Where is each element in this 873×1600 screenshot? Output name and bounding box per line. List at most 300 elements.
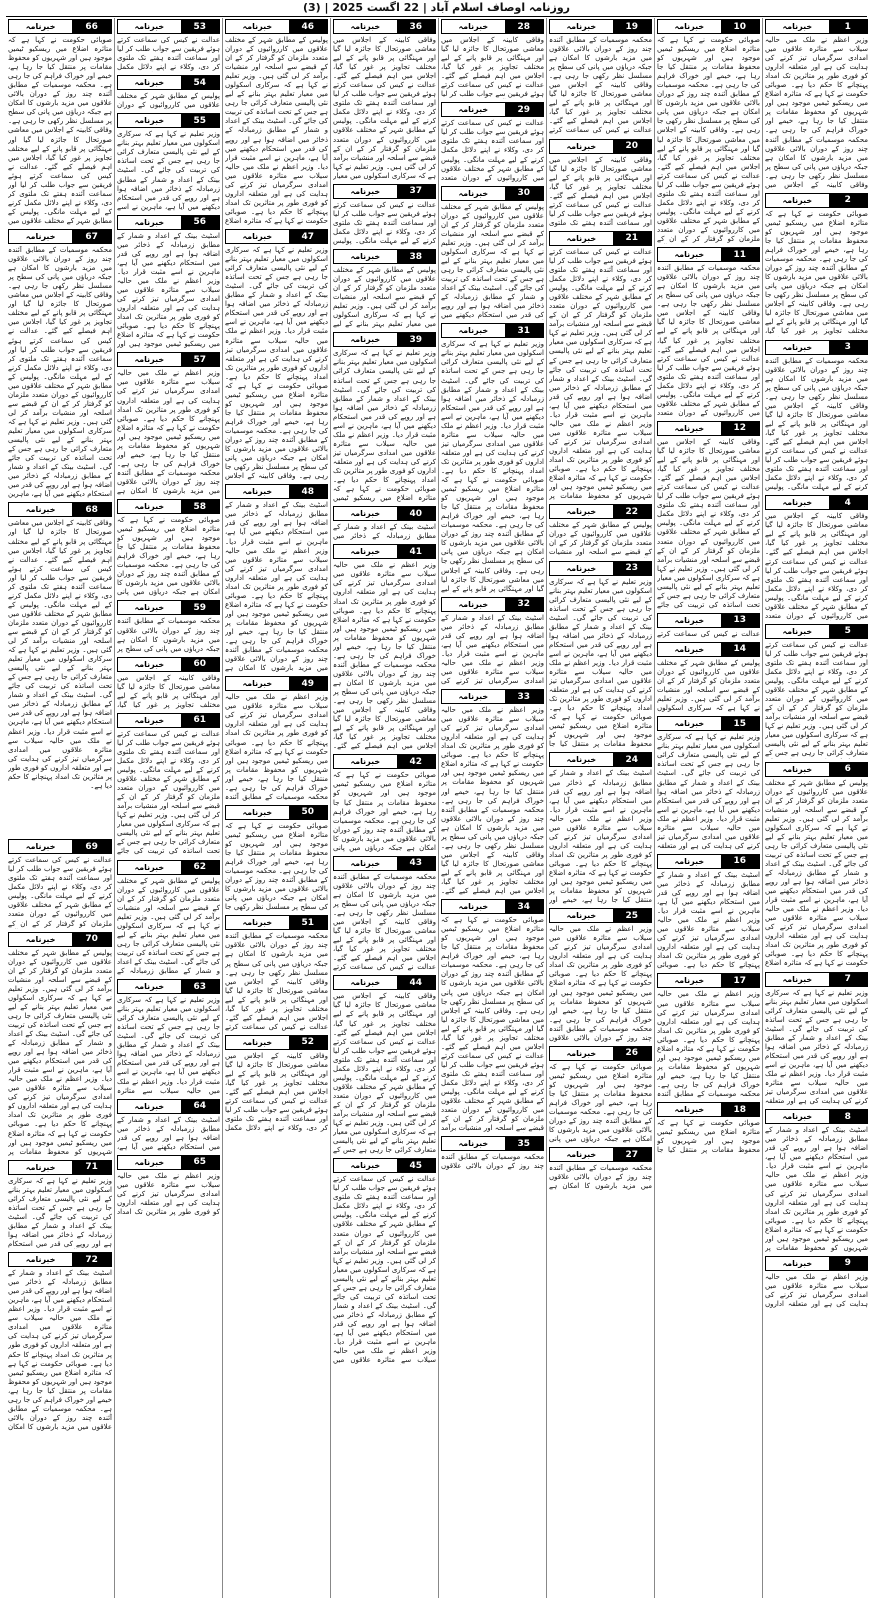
news-item-body: پولیس کے مطابق شہر کے مختلف علاقوں میں کارروائیوں کے دوران متعدد ملزمان کو گرفتار کر کے ان کے قبضے سے اسلحہ اور منشیات برآمد کر لی گئی ہیں۔ وزیر تعلیم نے کہا ہے کہ سرکاری اسکولوں میں معیار تعلیم بہتر بنانے کے لیے نئی پالیسی متعارف کرائی جا رہی ہے جس کے تحت اساتذہ کی تربیت کی جائے گی۔ اسٹیٹ بینک کے اعداد و شمار کے مطابق زرمبادلہ کے ذخائر میں اضافہ ہوا ہے اور روپے کی قدر میں استحکام دیکھنے میں آیا ہے، ماہرین نے اسے مثبت قرار دیا۔ وزیر اعظم نے ملک میں حالیہ سیلاب سے متاثرہ علاقوں میں امدادی سرگرمیاں تیز کرنے کی ہدایت کی ہے اور متعلقہ اداروں کو فوری طور پر متاثرین تک امداد پہنچانے کا حکم دیا ہے۔ صوبائی حکومت نے کہا ہے کہ متاثرہ اضلاع xyxy=(765,778,868,968)
news-item-number: 9 xyxy=(829,1257,867,1270)
news-item-header xyxy=(657,613,760,628)
news-item-header xyxy=(657,716,760,731)
news-item-body: وزیر تعلیم نے کہا ہے کہ سرکاری اسکولوں میں معیار تعلیم بہتر بنانے کے لیے نئی پالیسی متعارف کرائی جا رہی ہے جس کے تحت اساتذہ کی تربیت کی جائے گی۔ اسٹیٹ بینک کے اعداد و شمار کے مطابق زرمبادلہ کے ذخائر میں اضافہ ہوا ہے اور روپے کی قدر میں استحکام دیکھنے میں آیا ہے، ماہرین نے اسے مثبت قرار دیا۔ وزیر اعظم نے ملک میں حالیہ سیلاب سے متاثرہ علاقوں میں امدادی سرگرمیاں تیز کرنے کی ہدایت کی ہے اور متعلقہ اداروں کو فوری طور پر متاثرین تک امداد پہنچانے کا حکم دیا ہے۔ صوبائی حکومت نے کہا ہے کہ متاثرہ اضلاع میں ریسکیو ٹیمیں موجود ہیں اور شہریوں کو محفوظ مقامات پر منتقل کیا جا رہا ہے، خیمے اور خوراک فراہم کی جا رہی ہے۔ محکمہ موسمیات کے مطابق آئندہ چند روز کے دوران بالائی علاقوں میں مزید بارشوں کا امکان ہے جبکہ دریاؤں میں پانی کی سطح پر مسلسل نظر رکھی جا رہی ہے۔ وفاقی کابینہ کے اجلاس xyxy=(225,246,328,481)
news-item xyxy=(333,754,436,852)
news-item-header xyxy=(549,752,652,767)
news-item-header xyxy=(549,139,652,154)
news-item-number: 18 xyxy=(721,1103,759,1116)
news-item xyxy=(657,716,760,851)
news-item-number: 4 xyxy=(829,496,867,509)
news-item-label: خبرنامہ xyxy=(766,625,829,638)
news-item-header xyxy=(657,973,760,988)
news-item-header xyxy=(225,484,328,499)
news-item-body: پولیس کے مطابق شہر کے مختلف علاقوں میں کارروائیوں کے دوران متعدد ملزمان کو گرفتار کر کے ان کے قبضے سے اسلحہ اور منشیات برآمد کر لی گئی ہیں۔ وزیر تعلیم نے کہا ہے کہ سرکاری اسکولوں میں معیار تعلیم بہتر بنانے کے لیے نئی پالیسی متعارف کرائی جا رہی ہے جس کے تحت اساتذہ کی تربیت کی جائے گی۔ اسٹیٹ بینک کے اعداد و شمار کے مطابق زرمبادلہ کے xyxy=(117,876,220,976)
news-item-label: خبرنامہ xyxy=(118,601,181,614)
news-item xyxy=(441,323,544,593)
news-item-number: 24 xyxy=(613,753,651,766)
news-item-label: خبرنامہ xyxy=(550,1148,613,1161)
news-item-header xyxy=(441,323,544,338)
news-item-header xyxy=(657,19,760,34)
news-column xyxy=(330,18,438,1598)
news-item-number: 72 xyxy=(72,1253,111,1266)
news-item-body: وزیر اعظم نے ملک میں حالیہ سیلاب سے متاثرہ علاقوں میں امدادی سرگرمیاں تیز کرنے کی ہدایت کی ہے اور متعلقہ اداروں xyxy=(765,1272,868,1309)
news-item-label: خبرنامہ xyxy=(658,20,721,33)
news-item-label: خبرنامہ xyxy=(334,857,397,870)
news-item-body: وزیر اعظم نے ملک میں حالیہ سیلاب سے متاثرہ علاقوں میں امدادی سرگرمیاں تیز کرنے کی ہدایت کی ہے اور متعلقہ اداروں کو فوری طور پر متاثرین تک امداد xyxy=(117,1171,220,1217)
news-item xyxy=(225,805,328,913)
news-item xyxy=(8,502,112,836)
news-item-number: 46 xyxy=(289,20,327,33)
news-item-number: 22 xyxy=(613,505,651,518)
news-item xyxy=(333,975,436,1155)
news-item-header xyxy=(333,975,436,990)
news-item-header xyxy=(765,495,868,510)
news-item-label: خبرنامہ xyxy=(334,976,397,989)
news-item-body: محکمہ موسمیات کے مطابق آئندہ چند روز کے دوران بالائی علاقوں میں مزید بارشوں کا امکان ہے جبکہ دریاؤں میں پانی کی سطح پر مسلسل نظر رکھی جا رہی ہے۔ وفاقی کابینہ کے اجلاس میں معاشی صورتحال کا جائزہ لیا گیا اور مہنگائی پر قابو پانے کے لیے مختلف تجاویز پر غور کیا گیا، اجلاس میں اہم فیصلے کیے گئے۔ عدالت نے کیس کی سماعت کرتے ہوئے فریقین سے جواب طلب کر لیا اور سماعت آئندہ ہفتے تک ملتوی کر دی، وکلاء نے اپنے دلائل مکمل کرنے کے لیے مہلت مانگی۔ پولیس xyxy=(765,356,868,492)
news-item-number: 65 xyxy=(181,1156,219,1169)
news-item-header xyxy=(225,19,328,34)
news-item-body: وزیر اعظم نے ملک میں حالیہ سیلاب سے متاثرہ علاقوں میں امدادی سرگرمیاں تیز کرنے کی ہدایت کی ہے اور متعلقہ اداروں کو فوری طور پر متاثرین تک امداد پہنچانے کا حکم دیا ہے۔ صوبائی حکومت نے کہا ہے کہ متاثرہ اضلاع میں ریسکیو ٹیمیں موجود ہیں اور شہریوں کو محفوظ مقامات پر منتقل کیا جا رہا ہے، خیمے اور خوراک فراہم کی جا رہی ہے۔ محکمہ موسمیات کے مطابق آئندہ چند روز کے دوران بالائی علاقوں میں مزید بارشوں کا امکان ہے جبکہ دریاؤں میں پانی کی سطح پر مسلسل نظر رکھی جا رہی ہے۔ وفاقی کابینہ کے اجلاس میں معاشی صورتحال کا جائزہ لیا گیا اور مہنگائی پر قابو پانے کے لیے مختلف تجاویز پر غور کیا گیا، اجلاس میں اہم فیصلے کیے گئے۔ xyxy=(333,561,436,751)
news-item xyxy=(549,1046,652,1144)
news-item-body: وزیر تعلیم نے کہا ہے کہ سرکاری اسکولوں میں معیار تعلیم بہتر بنانے کے لیے نئی پالیسی متعارف کرائی جا رہی ہے جس کے تحت اساتذہ کی تربیت کی جائے گی۔ اسٹیٹ بینک کے اعداد و شمار کے مطابق زرمبادلہ کے ذخائر میں اضافہ ہوا ہے اور روپے کی قدر میں استحکام دیکھنے میں آیا ہے، ماہرین نے اسے مثبت قرار دیا۔ وزیر اعظم نے ملک میں حالیہ سیلاب سے متاثرہ علاقوں میں امدادی سرگرمیاں تیز کرنے کی ہدایت کی ہے اور متعلقہ xyxy=(765,988,868,1106)
news-item xyxy=(441,597,544,686)
news-item-number: 64 xyxy=(181,1100,219,1113)
news-item-body: وزیر تعلیم نے کہا ہے کہ سرکاری اسکولوں میں معیار تعلیم بہتر بنانے کے لیے نئی پالیسی متعارف کرائی جا رہی ہے جس کے تحت اساتذہ کی تربیت کی جائے گی۔ اسٹیٹ بینک کے اعداد و شمار کے مطابق زرمبادلہ کے ذخائر میں اضافہ ہوا ہے اور روپے کی قدر میں استحکام دیکھنے میں آیا ہے، ماہرین نے اسے مثبت قرار دیا۔ وزیر اعظم نے ملک میں حالیہ سیلاب سے متاثرہ xyxy=(117,996,220,1095)
news-item-number: 55 xyxy=(181,114,219,127)
news-columns xyxy=(4,18,870,1598)
news-item xyxy=(225,676,328,802)
news-item-body: اسٹیٹ بینک کے اعداد و شمار کے مطابق زرمبادلہ کے ذخائر میں اضافہ ہوا ہے اور روپے کی قدر میں استحکام دیکھنے میں آیا ہے، ماہرین نے اسے مثبت قرار دیا۔ وزیر اعظم نے ملک میں حالیہ سیلاب سے متاثرہ علاقوں میں امدادی سرگرمیاں تیز کرنے کی ہدایت کی ہے اور متعلقہ اداروں کو فوری طور پر متاثرین تک امداد پہنچانے کا حکم دیا ہے۔ صوبائی حکومت نے کہا ہے کہ متاثرہ اضلاع میں ریسکیو ٹیمیں موجود ہیں اور شہریوں کو محفوظ مقامات پر منتقل کیا جا رہا ہے، خیمے اور خوراک فراہم کی جا رہی ہے۔ محکمہ موسمیات کے مطابق آئندہ چند روز کے دوران بالائی علاقوں میں مزید بارشوں کا امکان xyxy=(8,1269,112,1431)
news-item-label: خبرنامہ xyxy=(766,1257,829,1270)
news-item-number: 39 xyxy=(397,333,435,346)
news-item-number: 10 xyxy=(721,20,759,33)
news-item-label: خبرنامہ xyxy=(658,643,721,656)
news-item-body: وفاقی کابینہ کے اجلاس میں معاشی صورتحال کا جائزہ لیا گیا اور مہنگائی پر قابو پانے کے لیے مختلف تجاویز پر غور کیا گیا، اجلاس میں اہم فیصلے کیے گئے۔ عدالت نے کیس کی سماعت کرتے ہوئے فریقین سے جواب طلب کر لیا اور سماعت آئندہ ہفتے تک ملتوی کر دی، وکلاء نے اپنے دلائل مکمل کرنے کے لیے مہلت مانگی۔ پولیس کے مطابق شہر کے مختلف علاقوں میں کارروائیوں کے دوران متعدد ملزمان کو گرفتار کر کے ان کے قبضے سے اسلحہ اور منشیات برآمد کر لی گئی ہیں۔ وزیر تعلیم نے کہا ہے کہ سرکاری اسکولوں میں معیار تعلیم بہتر بنانے کے لیے نئی پالیسی متعارف کرائی جا رہی ہے جس کے xyxy=(333,992,436,1155)
news-item-header xyxy=(117,75,220,90)
news-item-number: 62 xyxy=(181,861,219,874)
news-item-number: 35 xyxy=(505,1137,543,1150)
news-item-header xyxy=(657,1102,760,1117)
news-item-number: 38 xyxy=(397,250,435,263)
news-item-number: 3 xyxy=(829,341,867,354)
news-item-label: خبرنامہ xyxy=(658,1103,721,1116)
news-item-number: 52 xyxy=(289,1036,327,1049)
news-item-label: خبرنامہ xyxy=(118,1156,181,1169)
news-item xyxy=(441,899,544,1133)
news-item xyxy=(117,19,220,72)
news-item xyxy=(657,19,760,244)
news-item-body: محکمہ موسمیات کے مطابق آئندہ چند روز کے دوران بالائی علاقوں میں مزید بارشوں کا امکان ہے xyxy=(549,1164,652,1191)
news-item xyxy=(117,600,220,653)
news-item-number: 49 xyxy=(289,677,327,690)
news-item-number: 33 xyxy=(505,690,543,703)
news-item-header xyxy=(225,676,328,691)
news-item-body: وفاقی کابینہ کے اجلاس میں معاشی صورتحال کا جائزہ لیا گیا اور مہنگائی پر قابو پانے کے لیے مختلف تجاویز پر غور کیا گیا، اجلاس میں اہم فیصلے کیے گئے۔ عدالت نے کیس کی سماعت کرتے ہوئے فریقین سے جواب طلب کر لیا xyxy=(441,36,544,99)
news-item-header xyxy=(441,19,544,34)
news-item xyxy=(8,932,112,1157)
news-item-number: 13 xyxy=(721,614,759,627)
news-item-label: خبرنامہ xyxy=(766,194,829,207)
news-item-body: صوبائی حکومت نے کہا ہے کہ متاثرہ اضلاع میں ریسکیو ٹیمیں موجود ہیں اور شہریوں کو محفوظ مقامات پر منتقل کیا جا رہا ہے، خیمے اور خوراک فراہم کی جا رہی ہے۔ محکمہ موسمیات کے مطابق آئندہ چند روز کے دوران بالائی علاقوں میں مزید بارشوں کا امکان ہے جبکہ دریاؤں میں پانی کی سطح پر مسلسل نظر رکھی جا رہی ہے۔ وفاقی کابینہ کے اجلاس میں معاشی صورتحال کا جائزہ لیا گیا اور مہنگائی پر قابو پانے کے لیے مختلف تجاویز پر غور کیا گیا، اجلاس میں اہم فیصلے کیے گئے۔ عدالت نے کیس کی سماعت کرتے ہوئے فریقین سے جواب طلب کر لیا اور سماعت آئندہ ہفتے تک ملتوی کر دی، وکلاء نے اپنے دلائل مکمل کرنے کے لیے مہلت مانگی۔ پولیس کے مطابق شہر کے مختلف علاقوں میں xyxy=(8,36,112,225)
news-item-label: خبرنامہ xyxy=(442,1137,505,1150)
news-item-label: خبرنامہ xyxy=(550,1047,613,1060)
news-item-label: خبرنامہ xyxy=(118,500,181,513)
news-item-label: خبرنامہ xyxy=(9,503,72,516)
news-item-label: خبرنامہ xyxy=(334,507,397,520)
news-item-label: خبرنامہ xyxy=(658,248,721,261)
news-item-header xyxy=(333,332,436,347)
news-item-number: 27 xyxy=(613,1148,651,1161)
news-item-number: 50 xyxy=(289,806,327,819)
news-item xyxy=(225,19,328,226)
news-item-label: خبرنامہ xyxy=(118,658,181,671)
news-item xyxy=(117,499,220,597)
masthead-rule xyxy=(6,16,867,17)
news-item-body: اسٹیٹ بینک کے اعداد و شمار کے مطابق زرمبادلہ کے ذخائر میں اضافہ ہوا ہے اور روپے کی قدر میں استحکام دیکھنے میں آیا ہے، ماہرین نے اسے مثبت قرار دیا۔ وزیر اعظم نے ملک میں حالیہ سیلاب سے متاثرہ علاقوں میں امدادی سرگرمیاں تیز کرنے کی ہدایت کی ہے اور متعلقہ اداروں کو فوری طور پر متاثرین تک امداد پہنچانے کا حکم دیا ہے۔ صوبائی حکومت نے کہا ہے کہ متاثرہ اضلاع میں ریسکیو ٹیمیں موجود ہیں اور xyxy=(117,231,220,349)
news-item-body: پولیس کے مطابق شہر کے مختلف علاقوں میں کارروائیوں کے دوران متعدد ملزمان کو گرفتار کر کے ان کے قبضے سے اسلحہ اور منشیات برآمد کر لی گئی ہیں۔ وزیر تعلیم نے کہا ہے کہ سرکاری اسکولوں میں معیار تعلیم بہتر بنانے کے لیے نئی پالیسی متعارف کرائی جا رہی ہے جس کے تحت اساتذہ کی تربیت کی جائے گی۔ اسٹیٹ بینک کے اعداد و شمار کے مطابق زرمبادلہ کے ذخائر میں اضافہ ہوا ہے اور روپے کی قدر میں استحکام دیکھنے میں آیا ہے، ماہرین نے اسے مثبت قرار دیا۔ وزیر اعظم نے ملک میں حالیہ سیلاب سے متاثرہ علاقوں میں امدادی سرگرمیاں تیز کرنے کی ہدایت کی ہے اور متعلقہ اداروں کو فوری طور پر متاثرین تک امداد پہنچانے کا حکم دیا ہے۔ صوبائی حکومت نے کہا ہے کہ متاثرہ اضلاع xyxy=(225,36,328,225)
news-item xyxy=(117,979,220,1096)
news-item-label: خبرنامہ xyxy=(9,1161,72,1174)
news-item-label: خبرنامہ xyxy=(226,485,289,498)
news-item-header xyxy=(333,19,436,34)
news-item-header xyxy=(333,184,436,199)
news-item-body: عدالت نے کیس کی سماعت کرتے ہوئے فریقین سے جواب طلب کر لیا اور سماعت آئندہ ہفتے تک ملتوی کر دی، وکلاء نے اپنے دلائل مکمل کرنے کے لیے مہلت مانگی۔ پولیس کے مطابق شہر کے مختلف علاقوں میں کارروائیوں کے دوران متعدد ملزمان کو گرفتار کر کے ان کے قبضے سے اسلحہ اور منشیات برآمد کر لی گئی ہیں۔ وزیر تعلیم نے کہا ہے کہ سرکاری اسکولوں میں معیار تعلیم بہتر بنانے کے لیے نئی پالیسی متعارف کرائی جا رہی ہے جس کے تحت اساتذہ کی تربیت کی جائے xyxy=(117,729,220,856)
news-item-label: خبرنامہ xyxy=(550,140,613,153)
news-item-header xyxy=(441,689,544,704)
news-item-label: خبرنامہ xyxy=(766,496,829,509)
news-item xyxy=(333,856,436,973)
news-item-label: خبرنامہ xyxy=(658,974,721,987)
news-item-number: 63 xyxy=(181,980,219,993)
news-item-body: وفاقی کابینہ کے اجلاس میں معاشی صورتحال کا جائزہ لیا گیا اور مہنگائی پر قابو پانے کے لیے مختلف تجاویز پر غور کیا گیا، اجلاس میں اہم فیصلے کیے گئے۔ عدالت نے کیس کی سماعت کرتے ہوئے فریقین سے جواب طلب کر لیا اور سماعت آئندہ ہفتے تک ملتوی کر دی، وکلاء نے اپنے دلائل مکمل کرنے کے لیے مہلت مانگی۔ پولیس کے مطابق شہر کے مختلف علاقوں میں کارروائیوں کے دوران متعدد ملزمان کو گرفتار کر کے ان کے قبضے سے اسلحہ اور منشیات برآمد کر لی گئی ہیں۔ وزیر تعلیم نے کہا ہے کہ سرکاری اسکولوں میں معیار xyxy=(333,36,436,180)
news-item-number: 11 xyxy=(721,248,759,261)
news-item xyxy=(117,1155,220,1217)
news-item-header xyxy=(117,657,220,672)
news-item-body: اسٹیٹ بینک کے اعداد و شمار کے مطابق زرمبادلہ کے ذخائر میں اضافہ ہوا ہے اور روپے کی قدر میں استحکام دیکھنے میں آیا ہے، ماہرین نے اسے مثبت قرار دیا۔ وزیر اعظم نے ملک میں حالیہ سیلاب سے متاثرہ علاقوں میں امدادی سرگرمیاں تیز کرنے کی ہدایت کی ہے اور متعلقہ اداروں کو فوری طور پر متاثرین تک امداد پہنچانے کا حکم دیا ہے۔ صوبائی xyxy=(657,870,760,970)
news-item-body: وفاقی کابینہ کے اجلاس میں معاشی صورتحال کا جائزہ لیا گیا اور مہنگائی پر قابو پانے کے لیے مختلف تجاویز پر غور کیا گیا، اجلاس میں اہم فیصلے کیے گئے۔ عدالت نے کیس کی سماعت کرتے ہوئے فریقین سے جواب طلب کر لیا اور سماعت آئندہ ہفتے تک ملتوی xyxy=(549,155,652,227)
news-item-number: 14 xyxy=(721,643,759,656)
news-item-body: صوبائی حکومت نے کہا ہے کہ متاثرہ اضلاع میں ریسکیو ٹیمیں موجود ہیں اور شہریوں کو محفوظ مقامات پر منتقل کیا جا رہا ہے، خیمے اور خوراک فراہم کی جا رہی ہے۔ محکمہ موسمیات کے مطابق آئندہ چند روز کے دوران بالائی علاقوں میں مزید بارشوں کا امکان ہے جبکہ دریاؤں میں پانی کی سطح پر مسلسل نظر رکھی جا رہی ہے۔ وفاقی کابینہ کے اجلاس میں معاشی صورتحال کا جائزہ لیا گیا اور مہنگائی پر قابو پانے کے لیے مختلف تجاویز پر غور کیا گیا، xyxy=(765,209,868,336)
news-item-header xyxy=(549,1046,652,1061)
news-item xyxy=(765,495,868,621)
news-item-body: وفاقی کابینہ کے اجلاس میں معاشی صورتحال کا جائزہ لیا گیا اور مہنگائی پر قابو پانے کے لیے مختلف تجاویز پر غور کیا گیا، اجلاس میں اہم فیصلے کیے گئے۔ عدالت نے کیس کی سماعت کرتے ہوئے فریقین سے جواب طلب کر لیا اور سماعت آئندہ ہفتے تک ملتوی کر دی، وکلاء نے اپنے دلائل مکمل xyxy=(225,1051,328,1133)
news-item xyxy=(117,657,220,710)
news-item-body: وزیر تعلیم نے کہا ہے کہ سرکاری اسکولوں میں معیار تعلیم بہتر بنانے کے لیے نئی پالیسی متعارف کرائی جا رہی ہے جس کے تحت اساتذہ کی تربیت کی جائے گی۔ اسٹیٹ بینک کے اعداد و شمار کے مطابق زرمبادلہ کے ذخائر میں اضافہ ہوا ہے اور روپے کی قدر میں استحکام دیکھنے میں آیا ہے، ماہرین نے اسے xyxy=(117,130,220,211)
news-item-number: 68 xyxy=(72,503,111,516)
news-item-body: صوبائی حکومت نے کہا ہے کہ متاثرہ اضلاع میں ریسکیو ٹیمیں موجود ہیں اور شہریوں کو محفوظ مقامات پر منتقل کیا جا رہا ہے، خیمے اور خوراک فراہم کی جا رہی ہے۔ محکمہ موسمیات کے مطابق آئندہ چند روز کے دوران بالائی علاقوں میں مزید بارشوں کا امکان ہے جبکہ دریاؤں میں پانی xyxy=(333,771,436,852)
news-item-header xyxy=(549,231,652,246)
news-item-header xyxy=(765,1109,868,1124)
news-item-body: وفاقی کابینہ کے اجلاس میں معاشی صورتحال کا جائزہ لیا گیا اور مہنگائی پر قابو پانے کے لیے مختلف تجاویز پر غور کیا گیا، اجلاس میں اہم فیصلے کیے گئے۔ عدالت نے کیس کی سماعت کرتے ہوئے فریقین سے جواب طلب کر لیا اور سماعت آئندہ ہفتے تک ملتوی کر دی، وکلاء نے اپنے دلائل مکمل کرنے کے لیے مہلت مانگی۔ پولیس کے مطابق شہر کے مختلف علاقوں میں کارروائیوں کے دوران متعدد ملزمان کو گرفتار کر کے ان کے قبضے سے اسلحہ اور منشیات برآمد کر لی گئی ہیں۔ وزیر تعلیم نے کہا ہے کہ سرکاری اسکولوں میں معیار تعلیم بہتر بنانے کے لیے نئی پالیسی متعارف کرائی جا رہی ہے جس کے تحت اساتذہ کی تربیت کی جائے xyxy=(657,437,760,609)
news-item-body: وزیر تعلیم نے کہا ہے کہ سرکاری اسکولوں میں معیار تعلیم بہتر بنانے کے لیے نئی پالیسی متعارف کرائی جا رہی ہے جس کے تحت اساتذہ کی تربیت کی جائے گی۔ اسٹیٹ بینک کے اعداد و شمار کے مطابق زرمبادلہ کے ذخائر میں اضافہ ہوا ہے اور روپے کی قدر میں استحکام xyxy=(8,1176,112,1249)
news-item-number: 1 xyxy=(829,20,867,33)
news-item xyxy=(441,102,544,182)
news-item-header xyxy=(657,854,760,869)
news-item-body: صوبائی حکومت نے کہا ہے کہ متاثرہ اضلاع میں ریسکیو ٹیمیں موجود ہیں اور شہریوں کو محفوظ مقامات پر منتقل کیا جا رہا ہے، خیمے اور خوراک فراہم کی جا رہی ہے۔ محکمہ موسمیات کے مطابق آئندہ چند روز کے دوران بالائی علاقوں میں مزید بارشوں کا امکان ہے جبکہ دریاؤں میں پانی کی سطح پر مسلسل نظر رکھی جا xyxy=(225,821,328,912)
news-item-header xyxy=(333,1158,436,1173)
news-item-label: خبرنامہ xyxy=(766,973,829,986)
news-item-body: عدالت نے کیس کی سماعت کرتے ہوئے فریقین سے جواب طلب کر لیا اور سماعت آئندہ ہفتے تک ملتوی کر دی، وکلاء نے اپنے دلائل مکمل کرنے کے لیے مہلت مانگی۔ پولیس کے مطابق شہر کے مختلف علاقوں میں کارروائیوں کے دوران متعدد ملزمان کو گرفتار کر کے ان کے xyxy=(8,856,112,928)
news-item-header xyxy=(765,762,868,777)
news-item-label: خبرنامہ xyxy=(118,980,181,993)
news-item-number: 48 xyxy=(289,485,327,498)
news-item-body: وزیر تعلیم نے کہا ہے کہ سرکاری اسکولوں میں معیار تعلیم بہتر بنانے کے لیے نئی پالیسی متعارف کرائی جا رہی ہے جس کے تحت اساتذہ کی تربیت کی جائے گی۔ اسٹیٹ بینک کے اعداد و شمار کے مطابق زرمبادلہ کے ذخائر میں اضافہ ہوا ہے اور روپے کی قدر میں استحکام دیکھنے میں آیا ہے، ماہرین نے اسے مثبت قرار دیا۔ وزیر اعظم نے ملک میں حالیہ سیلاب سے متاثرہ علاقوں میں امدادی سرگرمیاں تیز کرنے کی ہدایت کی ہے اور متعلقہ اداروں کو فوری طور پر متاثرین تک امداد پہنچانے کا حکم دیا ہے۔ صوبائی حکومت نے کہا ہے کہ متاثرہ اضلاع میں ریسکیو ٹیمیں موجود ہیں اور شہریوں کو محفوظ مقامات پر منتقل کیا جا xyxy=(549,577,652,749)
news-item-body: وزیر تعلیم نے کہا ہے کہ سرکاری اسکولوں میں معیار تعلیم بہتر بنانے کے لیے نئی پالیسی متعارف کرائی جا رہی ہے جس کے تحت اساتذہ کی تربیت کی جائے گی۔ اسٹیٹ بینک کے اعداد و شمار کے مطابق زرمبادلہ کے ذخائر میں اضافہ ہوا ہے اور روپے کی قدر میں استحکام دیکھنے میں آیا ہے، ماہرین نے اسے مثبت قرار دیا۔ وزیر اعظم نے ملک میں حالیہ سیلاب سے متاثرہ علاقوں میں امدادی سرگرمیاں تیز کرنے کی ہدایت کی ہے اور متعلقہ اداروں کو فوری طور پر متاثرین تک امداد پہنچانے کا حکم دیا ہے۔ صوبائی حکومت نے کہا ہے کہ متاثرہ اضلاع میں ریسکیو ٹیمیں xyxy=(333,349,436,503)
news-item xyxy=(765,762,868,969)
news-item xyxy=(765,1256,868,1309)
news-item-label: خبرنامہ xyxy=(118,216,181,229)
news-item-body: وفاقی کابینہ کے اجلاس میں معاشی صورتحال کا جائزہ لیا گیا اور مہنگائی پر قابو پانے کے لیے مختلف تجاویز پر غور کیا گیا، xyxy=(117,673,220,709)
news-item-header xyxy=(117,113,220,128)
news-item xyxy=(549,504,652,557)
news-item-header xyxy=(765,19,868,34)
news-item-number: 20 xyxy=(613,140,651,153)
news-item-number: 43 xyxy=(397,857,435,870)
news-item-header xyxy=(225,805,328,820)
news-item xyxy=(657,973,760,1099)
news-item xyxy=(657,1102,760,1155)
news-column xyxy=(438,18,546,1598)
news-item-body: محکمہ موسمیات کے مطابق آئندہ چند روز کے دوران بالائی علاقوں xyxy=(441,1153,544,1171)
news-item xyxy=(333,1158,436,1365)
news-item xyxy=(765,340,868,493)
news-item-body: وزیر اعظم نے ملک میں حالیہ سیلاب سے متاثرہ علاقوں میں امدادی سرگرمیاں تیز کرنے کی ہدایت کی ہے اور متعلقہ اداروں کو فوری طور پر متاثرین تک امداد پہنچانے کا حکم دیا ہے۔ صوبائی حکومت نے کہا ہے کہ متاثرہ اضلاع میں ریسکیو ٹیمیں موجود ہیں اور شہریوں کو محفوظ مقامات پر منتقل کیا جا رہا ہے، خیمے اور خوراک فراہم کی جا رہی ہے۔ محکمہ موسمیات کے مطابق آئندہ چند روز کے دوران بالائی علاقوں میں مزید بارشوں کا امکان ہے جبکہ دریاؤں میں پانی کی سطح پر مسلسل نظر رکھی جا رہی ہے۔ وفاقی کابینہ کے اجلاس میں معاشی صورتحال کا جائزہ لیا گیا اور مہنگائی پر قابو پانے کے لیے مختلف تجاویز پر غور کیا گیا، اجلاس میں اہم فیصلے کیے گئے۔ xyxy=(441,706,544,896)
news-item-body: وفاقی کابینہ کے اجلاس میں معاشی صورتحال کا جائزہ لیا گیا اور مہنگائی پر قابو پانے کے لیے مختلف تجاویز پر غور کیا گیا، اجلاس میں اہم فیصلے کیے گئے۔ عدالت نے کیس کی سماعت کرتے ہوئے فریقین سے جواب طلب کر لیا اور سماعت آئندہ ہفتے تک ملتوی کر دی، وکلاء نے اپنے دلائل مکمل کرنے کے لیے مہلت مانگی۔ پولیس کے مطابق شہر کے مختلف علاقوں میں کارروائیوں کے دوران متعدد ملزمان کو گرفتار کر کے ان کے قبضے سے اسلحہ اور منشیات برآمد کر لی گئی ہیں۔ وزیر تعلیم نے کہا ہے کہ سرکاری اسکولوں میں معیار تعلیم بہتر بنانے کے لیے نئی پالیسی متعارف کرائی جا رہی ہے جس کے تحت اساتذہ کی تربیت کی جائے گی۔ اسٹیٹ بینک کے اعداد و شمار کے مطابق زرمبادلہ کے ذخائر میں اضافہ ہوا ہے اور روپے کی قدر میں استحکام دیکھنے میں آیا ہے، ماہرین نے اسے مثبت قرار دیا۔ وزیر اعظم نے ملک میں حالیہ سیلاب سے متاثرہ علاقوں میں امدادی سرگرمیاں تیز کرنے کی ہدایت کی ہے اور متعلقہ اداروں کو فوری طور پر متاثرین تک امداد پہنچانے کا حکم دیا ہے۔ xyxy=(8,519,112,790)
news-item-label: خبرنامہ xyxy=(226,1036,289,1049)
news-item-number: 67 xyxy=(72,230,111,243)
news-item-number: 30 xyxy=(505,187,543,200)
news-item-number: 31 xyxy=(505,324,543,337)
news-item-header xyxy=(225,915,328,930)
news-item-number: 42 xyxy=(397,755,435,768)
news-item xyxy=(8,19,112,226)
news-item xyxy=(8,1252,112,1432)
news-item-header xyxy=(117,352,220,367)
news-item-header xyxy=(549,1147,652,1162)
news-item xyxy=(765,1109,868,1253)
news-item xyxy=(8,229,112,499)
news-item xyxy=(117,352,220,496)
news-item-body: محکمہ موسمیات کے مطابق آئندہ چند روز کے دوران بالائی علاقوں میں مزید بارشوں کا امکان ہے جبکہ دریاؤں میں پانی کی سطح پر xyxy=(117,617,220,653)
news-item-body: وزیر اعظم نے ملک میں حالیہ سیلاب سے متاثرہ علاقوں میں امدادی سرگرمیاں تیز کرنے کی ہدایت کی ہے اور متعلقہ اداروں کو فوری طور پر متاثرین تک امداد پہنچانے کا حکم دیا ہے۔ صوبائی حکومت نے کہا ہے کہ متاثرہ اضلاع میں ریسکیو ٹیمیں موجود ہیں اور شہریوں کو محفوظ مقامات پر منتقل کیا جا رہا ہے، خیمے اور خوراک فراہم کی جا رہی ہے۔ محکمہ موسمیات کے مطابق آئندہ xyxy=(657,990,760,1098)
news-item xyxy=(549,752,652,905)
news-item xyxy=(117,713,220,857)
news-item-number: 61 xyxy=(181,714,219,727)
news-item-label: خبرنامہ xyxy=(550,909,613,922)
news-item-body: عدالت نے کیس کی سماعت کرتے ہوئے فریقین سے جواب طلب کر لیا اور سماعت آئندہ ہفتے تک ملتوی کر دی، وکلاء نے اپنے دلائل مکمل کرنے کے لیے مہلت مانگی۔ پولیس xyxy=(333,200,436,245)
news-item-number: 34 xyxy=(505,900,543,913)
news-item-header xyxy=(441,102,544,117)
news-item-label: خبرنامہ xyxy=(334,755,397,768)
news-item xyxy=(333,249,436,329)
news-item xyxy=(333,544,436,751)
news-item-label: خبرنامہ xyxy=(9,840,72,853)
news-item-label: خبرنامہ xyxy=(118,20,181,33)
news-item-number: 8 xyxy=(829,1110,867,1123)
news-item-header xyxy=(441,186,544,201)
news-item-header xyxy=(549,19,652,34)
news-item-header xyxy=(8,229,112,244)
news-item-label: خبرنامہ xyxy=(118,714,181,727)
news-column xyxy=(114,18,222,1598)
news-item-number: 60 xyxy=(181,658,219,671)
news-item-header xyxy=(8,19,112,34)
news-item xyxy=(549,231,652,501)
news-item-header xyxy=(8,932,112,947)
news-item xyxy=(333,332,436,503)
news-item-number: 69 xyxy=(72,840,111,853)
news-item-label: خبرنامہ xyxy=(334,545,397,558)
news-item-label: خبرنامہ xyxy=(442,598,505,611)
news-item-number: 44 xyxy=(397,976,435,989)
news-item-number: 37 xyxy=(397,185,435,198)
news-item xyxy=(549,139,652,228)
news-item-number: 12 xyxy=(721,422,759,435)
news-item xyxy=(765,624,868,759)
news-item xyxy=(549,19,652,136)
news-item-body: اسٹیٹ بینک کے اعداد و شمار کے مطابق زرمبادلہ کے ذخائر میں xyxy=(333,523,436,541)
news-item-body: عدالت نے کیس کی سماعت کرتے ہوئے فریقین سے جواب طلب کر لیا اور سماعت آئندہ ہفتے تک ملتوی کر دی، وکلاء نے اپنے دلائل مکمل کرنے کے لیے مہلت مانگی۔ پولیس کے مطابق شہر کے مختلف علاقوں میں کارروائیوں کے دوران متعدد ملزمان کو گرفتار کر کے ان کے قبضے سے اسلحہ اور منشیات برآمد کر لی گئی ہیں۔ وزیر تعلیم نے کہا ہے کہ سرکاری اسکولوں میں معیار تعلیم بہتر بنانے کے لیے نئی پالیسی متعارف کرائی جا رہی ہے جس کے تحت اساتذہ کی تربیت کی جائے گی۔ اسٹیٹ بینک کے اعداد و شمار کے مطابق زرمبادلہ کے ذخائر میں اضافہ ہوا ہے اور روپے کی قدر میں استحکام دیکھنے میں آیا ہے، ماہرین نے اسے مثبت قرار دیا۔ وزیر اعظم نے ملک میں حالیہ سیلاب سے متاثرہ علاقوں میں امدادی سرگرمیاں تیز کرنے کی ہدایت کی ہے اور متعلقہ اداروں کو فوری طور پر متاثرین تک امداد پہنچانے کا حکم دیا ہے۔ صوبائی حکومت نے کہا ہے کہ متاثرہ اضلاع میں ریسکیو ٹیمیں موجود ہیں اور شہریوں کو محفوظ مقامات پر xyxy=(549,247,652,501)
news-item xyxy=(657,854,760,971)
news-item-number: 71 xyxy=(72,1161,111,1174)
news-item-number: 6 xyxy=(829,763,867,776)
news-item-number: 45 xyxy=(397,1159,435,1172)
news-column xyxy=(222,18,330,1598)
news-item-number: 41 xyxy=(397,545,435,558)
news-item-label: خبرنامہ xyxy=(658,717,721,730)
news-item-body: صوبائی حکومت نے کہا ہے کہ متاثرہ اضلاع میں ریسکیو ٹیمیں موجود ہیں اور شہریوں کو محفوظ مقامات پر منتقل کیا جا رہا ہے، خیمے اور خوراک فراہم کی جا رہی ہے۔ محکمہ موسمیات کے مطابق آئندہ چند روز کے دوران بالائی علاقوں میں مزید بارشوں کا امکان ہے جبکہ دریاؤں میں پانی کی سطح پر مسلسل نظر رکھی جا رہی ہے۔ وفاقی کابینہ کے اجلاس میں معاشی صورتحال کا جائزہ لیا گیا اور مہنگائی پر قابو پانے کے لیے مختلف تجاویز پر غور کیا گیا، اجلاس میں اہم فیصلے کیے گئے۔ عدالت نے کیس کی سماعت کرتے ہوئے فریقین سے جواب طلب کر لیا اور سماعت آئندہ ہفتے تک ملتوی کر دی، وکلاء نے اپنے دلائل مکمل کرنے کے لیے مہلت مانگی۔ پولیس کے مطابق شہر کے مختلف علاقوں میں کارروائیوں کے دوران متعدد ملزمان کو گرفتار کر کے ان کے قبضے سے اسلحہ اور منشیات برآمد xyxy=(441,916,544,1133)
news-item xyxy=(117,75,220,110)
news-item-body: عدالت نے کیس کی سماعت کرتے ہوئے فریقین سے جواب طلب کر لیا اور سماعت آئندہ ہفتے تک ملتوی کر دی، وکلاء نے اپنے دلائل مکمل کرنے کے لیے مہلت مانگی۔ پولیس کے مطابق شہر کے مختلف علاقوں میں کارروائیوں کے دوران متعدد xyxy=(441,119,544,182)
news-item-body: اسٹیٹ بینک کے اعداد و شمار کے مطابق زرمبادلہ کے ذخائر میں اضافہ ہوا ہے اور روپے کی قدر میں استحکام دیکھنے میں آیا ہے، ماہرین نے اسے مثبت قرار دیا۔ وزیر اعظم نے ملک میں حالیہ سیلاب سے متاثرہ علاقوں میں امدادی سرگرمیاں تیز کرنے کی xyxy=(441,613,544,686)
news-item-header xyxy=(117,1099,220,1114)
news-item-number: 16 xyxy=(721,855,759,868)
news-item-header xyxy=(765,1256,868,1271)
news-item-label: خبرنامہ xyxy=(334,20,397,33)
news-item-header xyxy=(549,908,652,923)
news-item xyxy=(765,972,868,1107)
news-item-body: وفاقی کابینہ کے اجلاس میں معاشی صورتحال کا جائزہ لیا گیا اور مہنگائی پر قابو پانے کے لیے مختلف تجاویز پر غور کیا گیا، اجلاس میں اہم فیصلے کیے گئے۔ عدالت نے کیس کی سماعت کرتے ہوئے فریقین سے جواب طلب کر لیا اور سماعت آئندہ ہفتے تک ملتوی کر دی، وکلاء نے اپنے دلائل مکمل کرنے کے لیے مہلت مانگی۔ پولیس کے مطابق شہر کے مختلف علاقوں میں کارروائیوں کے دوران متعدد xyxy=(765,512,868,620)
news-item-label: خبرنامہ xyxy=(118,76,181,89)
news-item-number: 19 xyxy=(613,20,651,33)
news-item-number: 53 xyxy=(181,20,219,33)
news-item-body: عدالت نے کیس کی سماعت کرتے ہوئے فریقین سے جواب طلب کر لیا اور سماعت آئندہ ہفتے تک ملتوی کر دی، وکلاء نے اپنے دلائل مکمل کرنے کے لیے مہلت مانگی۔ پولیس کے مطابق شہر کے مختلف علاقوں میں کارروائیوں کے دوران متعدد ملزمان کو گرفتار کر کے ان کے قبضے سے اسلحہ اور منشیات برآمد کر لی گئی ہیں۔ وزیر تعلیم نے کہا ہے کہ سرکاری اسکولوں میں معیار تعلیم بہتر بنانے کے لیے نئی پالیسی متعارف کرائی جا رہی ہے جس کے xyxy=(765,640,868,758)
news-item-label: خبرنامہ xyxy=(550,505,613,518)
news-item-header xyxy=(8,1252,112,1267)
news-item-header xyxy=(549,504,652,519)
news-item-label: خبرنامہ xyxy=(766,20,829,33)
news-item-label: خبرنامہ xyxy=(550,753,613,766)
news-column xyxy=(546,18,654,1598)
news-item-label: خبرنامہ xyxy=(9,230,72,243)
news-item-number: 57 xyxy=(181,353,219,366)
news-item xyxy=(225,229,328,481)
news-item-body: عدالت نے کیس کی سماعت کرتے ہوئے فریقین سے جواب طلب کر لیا اور سماعت آئندہ ہفتے تک ملتوی کر دی، وکلاء نے اپنے دلائل مکمل xyxy=(117,36,220,72)
news-item xyxy=(8,1160,112,1249)
news-item xyxy=(549,1147,652,1191)
news-item-label: خبرنامہ xyxy=(334,1159,397,1172)
news-item xyxy=(8,839,112,928)
news-item-number: 21 xyxy=(613,232,651,245)
news-item xyxy=(117,860,220,977)
news-item-header xyxy=(765,624,868,639)
news-item-header xyxy=(117,860,220,875)
news-item-label: خبرنامہ xyxy=(118,114,181,127)
news-item-header xyxy=(333,544,436,559)
news-item xyxy=(441,1136,544,1171)
news-item-number: 23 xyxy=(613,562,651,575)
news-item-label: خبرنامہ xyxy=(118,1100,181,1113)
news-item-body: عدالت نے کیس کی سماعت کرتے xyxy=(657,629,760,638)
news-column xyxy=(654,18,762,1598)
news-item xyxy=(333,19,436,181)
news-item-label: خبرنامہ xyxy=(766,763,829,776)
news-item-header xyxy=(765,193,868,208)
news-item-body: وزیر تعلیم نے کہا ہے کہ سرکاری اسکولوں میں معیار تعلیم بہتر بنانے کے لیے نئی پالیسی متعارف کرائی جا رہی ہے جس کے تحت اساتذہ کی تربیت کی جائے گی۔ اسٹیٹ بینک کے اعداد و شمار کے مطابق زرمبادلہ کے ذخائر میں اضافہ ہوا ہے اور روپے کی قدر میں استحکام دیکھنے میں آیا ہے، ماہرین نے اسے مثبت قرار دیا۔ وزیر اعظم نے ملک میں حالیہ سیلاب سے متاثرہ علاقوں میں امدادی سرگرمیاں تیز کرنے کی ہدایت کی ہے اور متعلقہ اداروں کو فوری طور پر متاثرین تک امداد پہنچانے کا حکم دیا ہے۔ صوبائی حکومت نے کہا ہے کہ متاثرہ اضلاع میں ریسکیو ٹیمیں موجود ہیں اور شہریوں کو محفوظ مقامات پر منتقل کیا جا رہا ہے، خیمے اور خوراک فراہم کی جا رہی ہے۔ محکمہ موسمیات کے مطابق آئندہ چند روز کے دوران بالائی علاقوں میں مزید بارشوں کا امکان ہے جبکہ دریاؤں میں پانی کی سطح پر مسلسل نظر رکھی جا رہی ہے۔ وفاقی کابینہ کے اجلاس میں معاشی صورتحال کا جائزہ لیا گیا اور مہنگائی پر قابو پانے کے لیے xyxy=(441,340,544,593)
news-item-label: خبرنامہ xyxy=(226,916,289,929)
news-item-header xyxy=(117,979,220,994)
news-item-body: وزیر اعظم نے ملک میں حالیہ سیلاب سے متاثرہ علاقوں میں امدادی سرگرمیاں تیز کرنے کی ہدایت کی ہے اور متعلقہ اداروں کو فوری طور پر متاثرین تک امداد پہنچانے کا حکم دیا ہے۔ صوبائی حکومت نے کہا ہے کہ متاثرہ اضلاع میں ریسکیو ٹیمیں موجود ہیں اور شہریوں کو محفوظ مقامات پر منتقل کیا جا رہا ہے، خیمے اور خوراک فراہم کی جا رہی ہے۔ محکمہ موسمیات کے مطابق آئندہ چند روز کے دوران بالائی علاقوں میں مزید بارشوں کا امکان ہے xyxy=(117,369,220,495)
news-item-label: خبرنامہ xyxy=(766,1110,829,1123)
news-item-label: خبرنامہ xyxy=(226,677,289,690)
news-item xyxy=(657,247,760,418)
news-item-body: وزیر اعظم نے ملک میں حالیہ سیلاب سے متاثرہ علاقوں میں امدادی سرگرمیاں تیز کرنے کی ہدایت کی ہے اور متعلقہ اداروں کو فوری طور پر متاثرین تک امداد پہنچانے کا حکم دیا ہے۔ صوبائی حکومت نے کہا ہے کہ متاثرہ اضلاع میں ریسکیو ٹیمیں موجود ہیں اور شہریوں کو محفوظ مقامات پر منتقل کیا جا رہا ہے، خیمے اور خوراک فراہم کی جا رہی ہے۔ محکمہ موسمیات کے مطابق آئندہ چند روز کے دوران بالائی علاقوں میں مزید بارشوں کا امکان ہے جبکہ دریاؤں میں پانی کی سطح پر مسلسل نظر رکھی جا رہی ہے۔ وفاقی کابینہ کے اجلاس میں xyxy=(765,36,868,189)
news-item-body: عدالت نے کیس کی سماعت کرتے ہوئے فریقین سے جواب طلب کر لیا اور سماعت آئندہ ہفتے تک ملتوی کر دی، وکلاء نے اپنے دلائل مکمل کرنے کے لیے مہلت مانگی۔ پولیس کے مطابق شہر کے مختلف علاقوں میں کارروائیوں کے دوران متعدد ملزمان کو گرفتار کر کے ان کے قبضے سے اسلحہ اور منشیات برآمد کر لی گئی ہیں۔ وزیر تعلیم نے کہا ہے کہ سرکاری اسکولوں میں معیار تعلیم بہتر بنانے کے لیے نئی پالیسی متعارف کرائی جا رہی ہے جس کے تحت اساتذہ کی تربیت کی جائے گی۔ اسٹیٹ بینک کے اعداد و شمار کے مطابق زرمبادلہ کے ذخائر میں اضافہ ہوا ہے اور روپے کی قدر میں استحکام دیکھنے میں آیا ہے، ماہرین نے اسے مثبت قرار دیا۔ وزیر اعظم نے ملک میں حالیہ سیلاب سے متاثرہ علاقوں میں xyxy=(333,1175,436,1365)
news-item-label: خبرنامہ xyxy=(118,353,181,366)
news-item xyxy=(765,193,868,337)
news-item-body: پولیس کے مطابق شہر کے مختلف علاقوں میں کارروائیوں کے دوران متعدد ملزمان کو گرفتار کر کے ان کے قبضے سے اسلحہ اور منشیات xyxy=(549,521,652,557)
news-item-label: خبرنامہ xyxy=(334,333,397,346)
news-item xyxy=(441,186,544,321)
news-item-header xyxy=(117,600,220,615)
news-item-label: خبرنامہ xyxy=(442,187,505,200)
news-item-body: محکمہ موسمیات کے مطابق آئندہ چند روز کے دوران بالائی علاقوں میں مزید بارشوں کا امکان ہے جبکہ دریاؤں میں پانی کی سطح پر مسلسل نظر رکھی جا رہی ہے۔ وفاقی کابینہ کے اجلاس میں معاشی صورتحال کا جائزہ لیا گیا اور مہنگائی پر قابو پانے کے لیے مختلف تجاویز پر غور کیا گیا، اجلاس میں اہم فیصلے کیے گئے۔ عدالت نے کیس کی سماعت کرتے xyxy=(549,36,652,135)
news-item xyxy=(225,915,328,1032)
news-item-number: 17 xyxy=(721,974,759,987)
news-item-body: وزیر اعظم نے ملک میں حالیہ سیلاب سے متاثرہ علاقوں میں امدادی سرگرمیاں تیز کرنے کی ہدایت کی ہے اور متعلقہ اداروں کو فوری طور پر متاثرین تک امداد پہنچانے کا حکم دیا ہے۔ صوبائی حکومت نے کہا ہے کہ متاثرہ اضلاع میں ریسکیو ٹیمیں موجود ہیں اور شہریوں کو محفوظ مقامات پر منتقل کیا جا رہا ہے، خیمے اور خوراک فراہم کی جا رہی ہے۔ محکمہ موسمیات کے مطابق آئندہ چند روز کے دوران بالائی علاقوں xyxy=(549,925,652,1042)
news-item-header xyxy=(225,229,328,244)
news-item-header xyxy=(333,754,436,769)
news-item-number: 29 xyxy=(505,103,543,116)
news-item-number: 70 xyxy=(72,933,111,946)
news-item-label: خبرنامہ xyxy=(9,933,72,946)
news-item-header xyxy=(441,899,544,914)
news-item-header xyxy=(333,249,436,264)
news-item-body: محکمہ موسمیات کے مطابق آئندہ چند روز کے دوران بالائی علاقوں میں مزید بارشوں کا امکان ہے جبکہ دریاؤں میں پانی کی سطح پر مسلسل نظر رکھی جا رہی ہے۔ وفاقی کابینہ کے اجلاس میں معاشی صورتحال کا جائزہ لیا گیا اور مہنگائی پر قابو پانے کے لیے مختلف تجاویز پر غور کیا گیا، اجلاس میں اہم فیصلے کیے گئے۔ عدالت نے کیس کی سماعت کرتے ہوئے فریقین سے جواب طلب کر لیا اور سماعت آئندہ ہفتے تک ملتوی کر دی، وکلاء نے اپنے دلائل مکمل کرنے کے لیے مہلت مانگی۔ پولیس کے مطابق شہر کے مختلف علاقوں میں کارروائیوں کے دوران متعدد ملزمان کو گرفتار کر کے ان کے قبضے سے اسلحہ اور منشیات برآمد کر لی گئی ہیں۔ وزیر تعلیم نے کہا ہے کہ سرکاری اسکولوں میں معیار تعلیم بہتر بنانے کے لیے نئی پالیسی متعارف کرائی جا رہی ہے جس کے تحت اساتذہ کی تربیت کی جائے گی۔ اسٹیٹ بینک کے اعداد و شمار کے مطابق زرمبادلہ کے ذخائر میں اضافہ ہوا ہے اور روپے کی قدر میں استحکام دیکھنے میں آیا ہے، ماہرین xyxy=(8,246,112,499)
news-item-number: 5 xyxy=(829,625,867,638)
news-item-number: 36 xyxy=(397,20,435,33)
news-item-number: 40 xyxy=(397,507,435,520)
news-column xyxy=(6,18,114,1598)
news-item-label: خبرنامہ xyxy=(550,232,613,245)
news-item-number: 7 xyxy=(829,973,867,986)
news-item-header xyxy=(549,561,652,576)
news-item xyxy=(441,19,544,99)
news-item-body: صوبائی حکومت نے کہا ہے کہ متاثرہ اضلاع میں ریسکیو ٹیمیں موجود ہیں اور شہریوں کو محفوظ مقامات پر منتقل کیا جا رہا ہے، خیمے اور خوراک فراہم کی جا رہی ہے۔ محکمہ موسمیات کے مطابق آئندہ چند روز کے دوران بالائی علاقوں میں مزید بارشوں کا امکان ہے جبکہ دریاؤں میں پانی کی سطح پر مسلسل نظر رکھی جا رہی ہے۔ وفاقی کابینہ کے اجلاس میں معاشی صورتحال کا جائزہ لیا گیا اور مہنگائی پر قابو پانے کے لیے مختلف تجاویز پر غور کیا گیا، اجلاس میں اہم فیصلے کیے گئے۔ عدالت نے کیس کی سماعت کرتے ہوئے فریقین سے جواب طلب کر لیا اور سماعت آئندہ ہفتے تک ملتوی کر دی، وکلاء نے اپنے دلائل مکمل کرنے کے لیے مہلت مانگی۔ پولیس کے مطابق شہر کے مختلف علاقوں میں کارروائیوں کے دوران متعدد ملزمان کو گرفتار کر کے ان کے xyxy=(657,36,760,244)
masthead: روزنامہ اوصاف اسلام آباد | 22 اگست 2025 | (3) xyxy=(302,1,571,14)
news-item-label: خبرنامہ xyxy=(442,900,505,913)
news-item-header xyxy=(117,215,220,230)
news-item-body: اسٹیٹ بینک کے اعداد و شمار کے مطابق زرمبادلہ کے ذخائر میں اضافہ ہوا ہے اور روپے کی قدر میں استحکام دیکھنے میں آیا ہے، ماہرین نے اسے مثبت قرار دیا۔ وزیر اعظم نے ملک میں حالیہ سیلاب سے متاثرہ علاقوں میں امدادی سرگرمیاں تیز کرنے کی ہدایت کی ہے اور متعلقہ اداروں کو فوری طور پر متاثرین تک امداد پہنچانے کا حکم دیا ہے۔ صوبائی حکومت نے کہا ہے کہ متاثرہ اضلاع میں ریسکیو ٹیمیں موجود ہیں اور شہریوں کو محفوظ مقامات پر xyxy=(765,1126,868,1252)
news-item-body: محکمہ موسمیات کے مطابق آئندہ چند روز کے دوران بالائی علاقوں میں مزید بارشوں کا امکان ہے جبکہ دریاؤں میں پانی کی سطح پر مسلسل نظر رکھی جا رہی ہے۔ وفاقی کابینہ کے اجلاس میں معاشی صورتحال کا جائزہ لیا گیا اور مہنگائی پر قابو پانے کے لیے مختلف تجاویز پر غور کیا گیا، اجلاس میں اہم فیصلے کیے گئے۔ عدالت نے کیس کی سماعت کرتے xyxy=(333,872,436,972)
news-item-label: خبرنامہ xyxy=(9,1253,72,1266)
news-item-label: خبرنامہ xyxy=(9,20,72,33)
news-item-number: 2 xyxy=(829,194,867,207)
news-item-body: وزیر تعلیم نے کہا ہے کہ سرکاری اسکولوں میں معیار تعلیم بہتر بنانے کے لیے نئی پالیسی متعارف کرائی جا رہی ہے جس کے تحت اساتذہ کی تربیت کی جائے گی۔ اسٹیٹ بینک کے اعداد و شمار کے مطابق زرمبادلہ کے ذخائر میں اضافہ ہوا ہے اور روپے کی قدر میں استحکام دیکھنے میں آیا ہے، ماہرین نے اسے مثبت قرار دیا۔ وزیر اعظم نے ملک میں حالیہ سیلاب سے متاثرہ علاقوں میں امدادی سرگرمیاں تیز کرنے کی ہدایت کی ہے اور متعلقہ xyxy=(657,733,760,850)
news-item-header xyxy=(333,506,436,521)
news-item-header xyxy=(441,1136,544,1151)
news-item-label: خبرنامہ xyxy=(658,855,721,868)
